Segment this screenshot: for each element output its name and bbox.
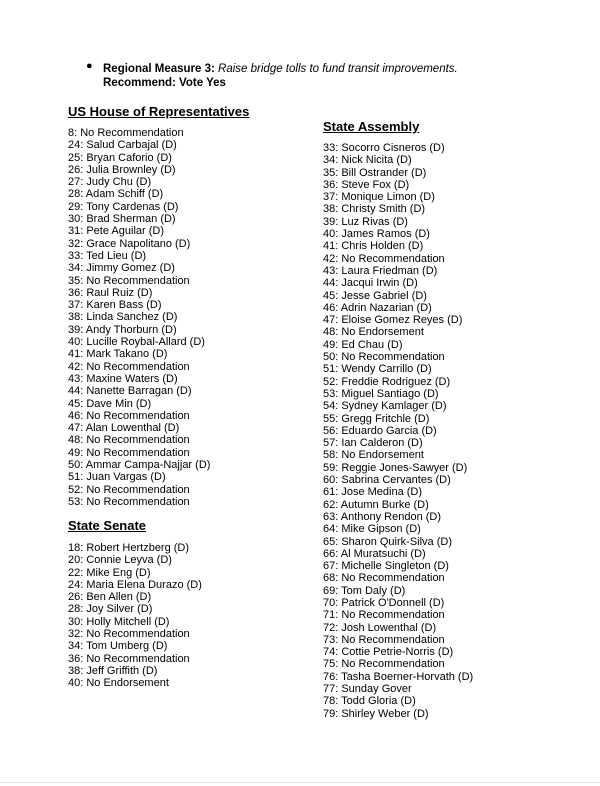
list-item: 27: Judy Chu (D) — [68, 176, 152, 189]
list-item: 31: Pete Aguilar (D) — [68, 225, 164, 238]
list-item: 32: No Recommendation — [68, 628, 190, 641]
list-item: 28: Joy Silver (D) — [68, 603, 153, 616]
measure-text — [103, 62, 458, 90]
list-item: 22: Mike Eng (D) — [68, 566, 151, 579]
list-item: 24: Maria Elena Durazo (D) — [68, 578, 202, 591]
list-item: 48: No Endorsement — [323, 326, 424, 339]
list-item: 45: Dave Min (D) — [68, 397, 152, 410]
list-item: 8: No Recommendation — [68, 127, 184, 139]
list-item: 34: Jimmy Gomez (D) — [68, 262, 175, 275]
list-item: 52: Freddie Rodriguez (D) — [323, 375, 451, 388]
list-item: 33: Socorro Cisneros (D) — [323, 142, 445, 154]
list-item: 45: Jesse Gabriel (D) — [323, 289, 427, 302]
list-item: 44: Jacqui Irwin (D) — [323, 277, 418, 290]
list-item: 49: Ed Chau (D) — [323, 338, 403, 351]
list-item: 50: Ammar Campa-Najjar (D) — [68, 459, 211, 472]
list-item: 71: No Recommendation — [323, 609, 445, 622]
list-item: 44: Nanette Barragan (D) — [68, 385, 192, 398]
list-item: 58: No Endorsement — [323, 449, 424, 462]
list-item: 47: Eloise Gomez Reyes (D) — [323, 314, 463, 327]
list-item: 56: Eduardo Garcia (D) — [323, 424, 437, 437]
list-item: 34: Tom Umberg (D) — [68, 640, 168, 653]
list-item: 41: Mark Takano (D) — [68, 348, 168, 361]
list-item: 43: Laura Friedman (D) — [323, 264, 438, 277]
measure-recommendation: Recommend: Vote Yes — [103, 77, 226, 89]
house-list — [68, 127, 210, 508]
list-item: 40: James Ramos (D) — [323, 228, 430, 241]
list-item: 48: No Recommendation — [68, 434, 190, 447]
list-item: 76: Tasha Boerner-Horvath (D) — [323, 670, 474, 683]
list-item: 46: Adrin Nazarian (D) — [323, 301, 432, 314]
bullet-dot-icon: ● — [86, 60, 93, 72]
list-item: 30: Brad Sherman (D) — [68, 213, 176, 226]
list-item: 40: No Endorsement — [68, 677, 169, 690]
list-item: 70: Patrick O'Donnell (D) — [323, 596, 445, 609]
list-item: 28: Adam Schiff (D) — [68, 188, 164, 201]
list-item: 50: No Recommendation — [323, 351, 445, 364]
list-item: 26: Ben Allen (D) — [68, 591, 152, 604]
list-item: 42: No Recommendation — [68, 360, 190, 373]
list-item: 39: Luz Rivas (D) — [323, 215, 408, 228]
list-item: 54: Sydney Kamlager (D) — [323, 400, 447, 413]
assembly-heading: State Assembly — [323, 119, 420, 134]
list-item: 36: Raul Ruiz (D) — [68, 286, 153, 299]
list-item: 41: Chris Holden (D) — [323, 240, 424, 253]
list-item: 18: Robert Hertzberg (D) — [68, 542, 190, 554]
list-item: 73: No Recommendation — [323, 633, 445, 646]
list-item: 20: Connie Leyva (D) — [68, 554, 172, 567]
list-item: 30: Holly Mitchell (D) — [68, 615, 170, 628]
list-item: 51: Juan Vargas (D) — [68, 471, 166, 484]
list-item: 36: Steve Fox (D) — [323, 178, 410, 191]
list-item: 25: Bryan Caforio (D) — [68, 151, 172, 164]
list-item: 37: Monique Limon (D) — [323, 191, 435, 204]
list-item: 60: Sabrina Cervantes (D) — [323, 474, 451, 487]
list-item: 61: Jose Medina (D) — [323, 486, 423, 499]
list-item: 74: Cottie Petrie-Norris (D) — [323, 646, 454, 659]
list-item: 36: No Recommendation — [68, 652, 190, 665]
senate-heading: State Senate — [68, 518, 147, 533]
list-item: 77: Sunday Gover — [323, 683, 412, 696]
list-item: 35: Bill Ostrander (D) — [323, 166, 427, 179]
list-item: 53: Miguel Santiago (D) — [323, 387, 439, 400]
assembly-list — [323, 142, 473, 720]
list-item: 43: Maxine Waters (D) — [68, 372, 178, 385]
list-item: 38: Christy Smith (D) — [323, 203, 426, 216]
list-item: 59: Reggie Jones-Sawyer (D) — [323, 461, 468, 474]
list-item: 29: Tony Cardenas (D) — [68, 200, 179, 213]
list-item: 49: No Recommendation — [68, 446, 190, 459]
list-item: 72: Josh Lowenthal (D) — [323, 621, 437, 634]
list-item: 38: Linda Sanchez (D) — [68, 311, 178, 324]
list-item: 24: Salud Carbajal (D) — [68, 139, 177, 152]
list-item: 35: No Recommendation — [68, 274, 190, 287]
list-item: 63: Anthony Rendon (D) — [323, 510, 442, 523]
list-item: 55: Gregg Fritchle (D) — [323, 412, 430, 425]
list-item: 47: Alan Lowenthal (D) — [68, 422, 180, 435]
list-item: 66: Al Muratsuchi (D) — [323, 547, 426, 560]
list-item: 32: Grace Napolitano (D) — [68, 237, 191, 250]
list-item: 51: Wendy Carrillo (D) — [323, 363, 432, 376]
measure-title: Regional Measure 3: — [103, 63, 215, 75]
list-item: 46: No Recommendation — [68, 409, 190, 422]
list-item: 26: Julia Brownley (D) — [68, 163, 176, 176]
list-item: 64: Mike Gipson (D) — [323, 523, 421, 536]
list-item: 42: No Recommendation — [323, 252, 445, 265]
list-item: 69: Tom Daly (D) — [323, 584, 406, 597]
list-item: 67: Michelle Singleton (D) — [323, 560, 449, 573]
list-item: 37: Karen Bass (D) — [68, 299, 162, 312]
list-item: 52: No Recommendation — [68, 483, 190, 496]
list-item: 75: No Recommendation — [323, 658, 445, 671]
list-item: 79: Shirley Weber (D) — [323, 707, 429, 720]
list-item: 38: Jeff Griffith (D) — [68, 664, 158, 677]
measure-description: Raise bridge tolls to fund transit improvements. — [218, 63, 458, 75]
list-item: 68: No Recommendation — [323, 572, 445, 585]
list-item: 40: Lucille Roybal-Allard (D) — [68, 336, 205, 349]
house-heading: US House of Representatives — [68, 104, 250, 119]
list-item: 57: Ian Calderon (D) — [323, 437, 423, 450]
list-item: 33: Ted Lieu (D) — [68, 249, 147, 262]
page-divider — [0, 782, 600, 783]
list-item: 78: Todd Gloria (D) — [323, 695, 416, 708]
list-item: 39: Andy Thorburn (D) — [68, 323, 177, 336]
list-item: 62: Autumn Burke (D) — [323, 498, 429, 511]
list-item: 65: Sharon Quirk-Silva (D) — [323, 535, 452, 548]
list-item: 34: Nick Nicita (D) — [323, 154, 412, 167]
list-item: 53: No Recommendation — [68, 495, 190, 508]
senate-list — [68, 542, 202, 690]
